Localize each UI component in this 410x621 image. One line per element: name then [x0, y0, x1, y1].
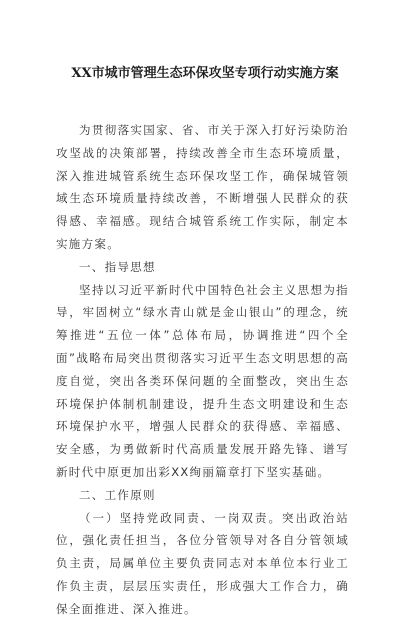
- document-body: [56, 119, 349, 621]
- intro-paragraph: 为贯彻落实国家、省、市关于深入打好污染防治攻坚战的决策部署，持续改善全市生态环境质量，深入推进城管系统生态环保攻坚工作，确保城管领域生态环境质量持续改善，不断增强人民群众的获得感、幸福感。现结合城管系统工作实际，制定本实施方案。: [56, 123, 349, 251]
- guiding-ideology-paragraph: 坚持以习近平新时代中国特色社会主义思想为指导，牢固树立“绿水青山就是金山银山”的理念，统筹推进“五位一体”总体布局，协调推进“四个全面”战略布局突出贯彻落实习近平生态文明思想的高度自觉，突出各类环保问题的全面整改，突出生态环境保护体制机制建设，提升生态文明建设和生态环境保护水平，增强人民群众的获得感、幸福感、安全感，为勇做新时代高质量发展开路先锋、谱写新时代中原更加出彩XX绚丽篇章打下坚实基础。: [56, 282, 349, 479]
- section-heading-work-principles: 二、工作原则: [79, 487, 156, 502]
- work-principle-paragraph: （一）坚持党政同责、一岗双责。突出政治站位，强化责任担当，各位分管领导对各自分管领域负主责，局属单位主要负责同志对本单位本行业工作负主责，层层压实责任，形成强大工作合力，确保全面推进、深入推进。: [56, 510, 349, 616]
- document-title: XX市城市管理生态环保攻坚专项行动实施方案: [71, 66, 339, 81]
- section-heading-guiding-ideology: 一、指导思想: [79, 259, 156, 274]
